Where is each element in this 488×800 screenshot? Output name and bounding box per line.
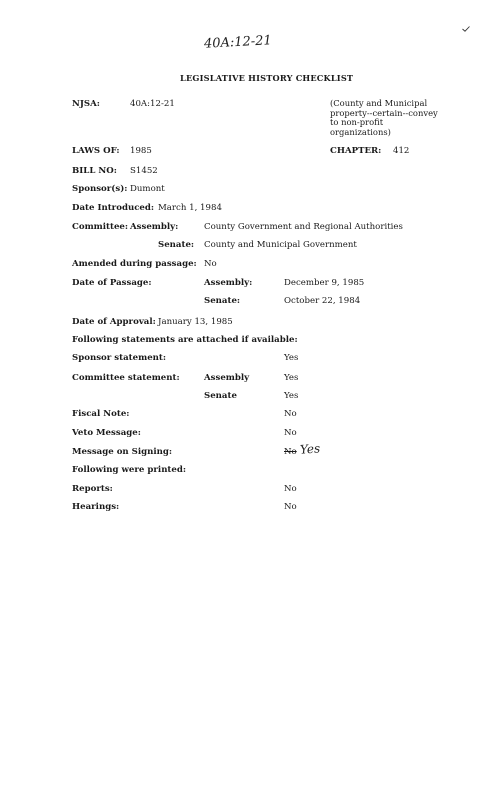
page-title: LEGISLATIVE HISTORY CHECKLIST	[180, 73, 354, 83]
subject-note: (County and Municipal property--certain--convey to non-profit organizations)	[330, 98, 438, 137]
sponsor-value: Dumont	[130, 184, 165, 194]
sponsor-statement-value: Yes	[284, 353, 299, 363]
passage-senate-value: October 22, 1984	[284, 296, 361, 306]
date-introduced-value: March 1, 1984	[158, 203, 222, 213]
laws-of-value: 1985	[130, 146, 152, 156]
laws-of-label: LAWS OF:	[72, 146, 120, 156]
bill-no-label: BILL NO:	[72, 166, 117, 176]
statements-heading: Following statements are attached if available:	[72, 335, 298, 345]
committee-assembly-label: Assembly:	[130, 222, 179, 232]
reports-label: Reports:	[72, 484, 113, 494]
date-of-approval-label: Date of Approval:	[72, 317, 156, 327]
committee-senate-value: County and Municipal Government	[204, 240, 357, 250]
reports-value: No	[284, 484, 297, 494]
passage-assembly-label: Assembly:	[204, 278, 253, 288]
chapter-label: CHAPTER:	[330, 146, 382, 156]
date-introduced-label: Date Introduced:	[72, 203, 155, 213]
committee-senate-label: Senate:	[158, 240, 195, 250]
committee-statement-assembly-value: Yes	[284, 373, 299, 383]
passage-assembly-value: December 9, 1985	[284, 278, 365, 288]
message-on-signing-handwritten-value: Yes	[299, 441, 321, 457]
hearings-value: No	[284, 502, 297, 512]
message-on-signing-label: Message on Signing:	[72, 447, 173, 457]
handwritten-reference: 40A:12-21	[203, 33, 273, 52]
sponsor-statement-label: Sponsor statement:	[72, 353, 167, 363]
check-mark-icon	[462, 26, 470, 32]
veto-message-label: Veto Message:	[72, 428, 141, 438]
fiscal-note-label: Fiscal Note:	[72, 409, 130, 419]
committee-statement-senate-value: Yes	[284, 391, 299, 401]
fiscal-note-value: No	[284, 409, 297, 419]
committee-statement-assembly-label: Assembly	[204, 373, 250, 383]
committee-statement-senate-label: Senate	[204, 391, 237, 401]
passage-senate-label: Senate:	[204, 296, 241, 306]
amended-value: No	[204, 259, 217, 269]
chapter-value: 412	[393, 146, 410, 156]
committee-statement-label: Committee statement:	[72, 373, 180, 383]
date-of-passage-label: Date of Passage:	[72, 278, 152, 288]
sponsor-label: Sponsor(s):	[72, 184, 128, 194]
date-of-approval-value: January 13, 1985	[158, 317, 233, 327]
committee-assembly-value: County Government and Regional Authorities	[204, 222, 403, 232]
printed-heading: Following were printed:	[72, 465, 187, 475]
committee-label: Committee:	[72, 222, 129, 232]
njsa-value: 40A:12-21	[130, 99, 175, 109]
bill-no-value: S1452	[130, 166, 158, 176]
hearings-label: Hearings:	[72, 502, 120, 512]
veto-message-value: No	[284, 428, 297, 438]
message-on-signing-struck-value: No	[284, 447, 297, 457]
amended-label: Amended during passage:	[72, 259, 197, 269]
njsa-label: NJSA:	[72, 99, 100, 109]
